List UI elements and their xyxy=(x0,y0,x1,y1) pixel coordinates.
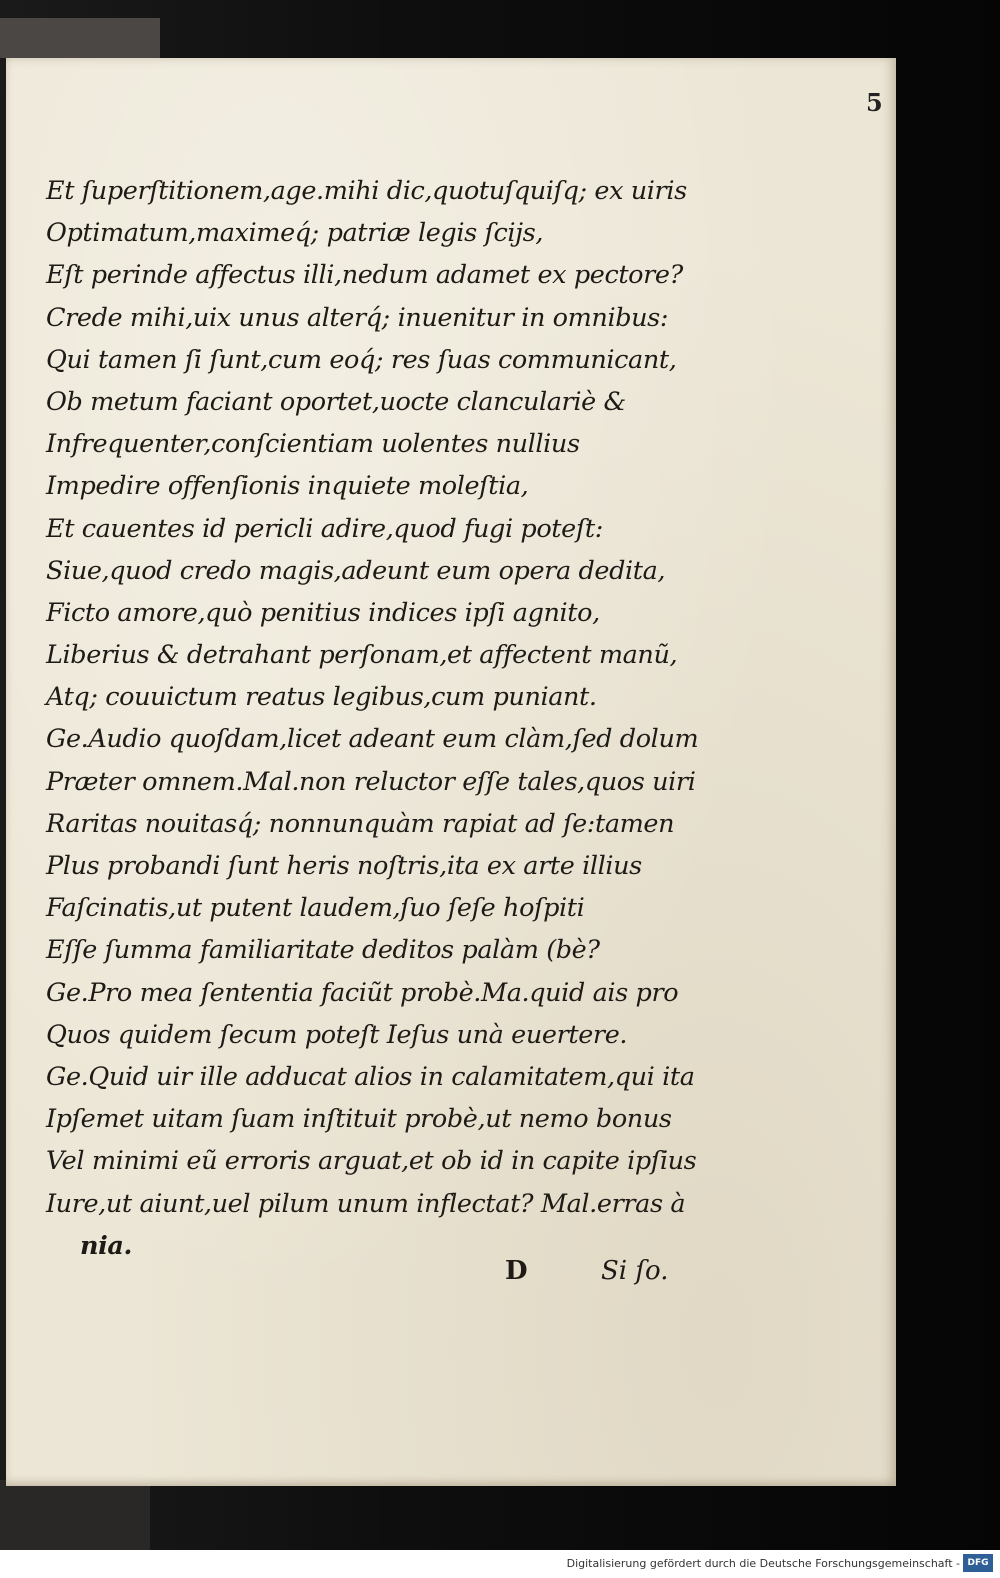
page-number: 5 xyxy=(866,88,883,117)
text-line: Optimatum,maximeq́; patriæ legis ſcijs, xyxy=(46,218,544,249)
text-line: Crede mihi,uix unus alterq́; inuenitur in omnibus: xyxy=(46,302,669,333)
text-line: Raritas nouitasq́; nonnunquàm rapiat ad ſe:tamen xyxy=(46,808,675,839)
text-line: Eſſe ſumma familiaritate deditos palàm (bè? xyxy=(46,935,600,966)
text-line: Et ſuperſtitionem,age.mihi dic,quotuſquiſq; ex uiris xyxy=(46,176,687,206)
text-line: Quos quidem ſecum poteſt Ieſus unà euertere. xyxy=(46,1019,628,1050)
page-footer xyxy=(505,1256,705,1296)
text-line: Qui tamen ſi ſunt,cum eoq́; res ſuas communicant, xyxy=(46,344,677,375)
text-line: Faſcinatis,ut putent laudem,ſuo ſeſe hoſpiti xyxy=(46,893,585,924)
book-edge-bottom xyxy=(0,1480,150,1550)
text-line: Infrequenter,conſcientiam uolentes nullius xyxy=(46,429,580,460)
text-line: Ficto amore,quò penitius indices ipſi agnito, xyxy=(46,597,600,628)
text-line: Præter omnem.Mal.non reluctor eſſe tales,quos uiri xyxy=(46,766,696,797)
text-line: Iure,ut aiunt,uel pilum unum inflectat? Mal.erras à xyxy=(46,1188,686,1219)
text-line: Ge.Audio quoſdam,licet adeant eum clàm,ſed dolum xyxy=(46,724,699,755)
text-line: Vel minimi eũ erroris arguat,et ob id in capite ipſius xyxy=(46,1146,697,1177)
text-line: Atq; couuictum reatus legibus,cum puniant. xyxy=(46,682,597,713)
dfg-logo: DFG xyxy=(963,1554,993,1572)
text-line: Ob metum faciant oportet,uocte clanculariè & xyxy=(46,386,626,417)
text-line: Ge.Quid uir ille adducat alios in calamitatem,qui ita xyxy=(46,1061,695,1092)
signature-mark: D xyxy=(505,1256,528,1286)
text-line: Plus probandi ſunt heris noſtris,ita ex arte illius xyxy=(46,851,642,881)
catchword: Si ſo. xyxy=(601,1256,669,1286)
text-line: Et cauentes id pericli adire,quod fugi poteſt: xyxy=(46,513,603,544)
text-line: Ipſemet uitam ſuam inſtituit probè,ut nemo bonus xyxy=(46,1104,672,1135)
text-line: nia. xyxy=(80,1230,133,1261)
book-edge-top xyxy=(0,18,160,58)
text-line: Eſt perinde affectus illi,nedum adamet ex pectore? xyxy=(46,260,683,291)
text-line: Siue,quod credo magis,adeunt eum opera dedita, xyxy=(46,555,666,586)
funding-credit: Digitalisierung gefördert durch die Deutsche Forschungsgemeinschaft - xyxy=(566,1557,960,1570)
text-block xyxy=(46,170,706,1267)
text-line: Impedire offenſionis inquiete moleſtia, xyxy=(46,471,529,502)
text-line: Ge.Pro mea ſententia faciũt probè.Ma.quid ais pro xyxy=(46,977,679,1008)
text-line: Liberius & detrahant perſonam,et affectent manũ, xyxy=(46,640,678,671)
